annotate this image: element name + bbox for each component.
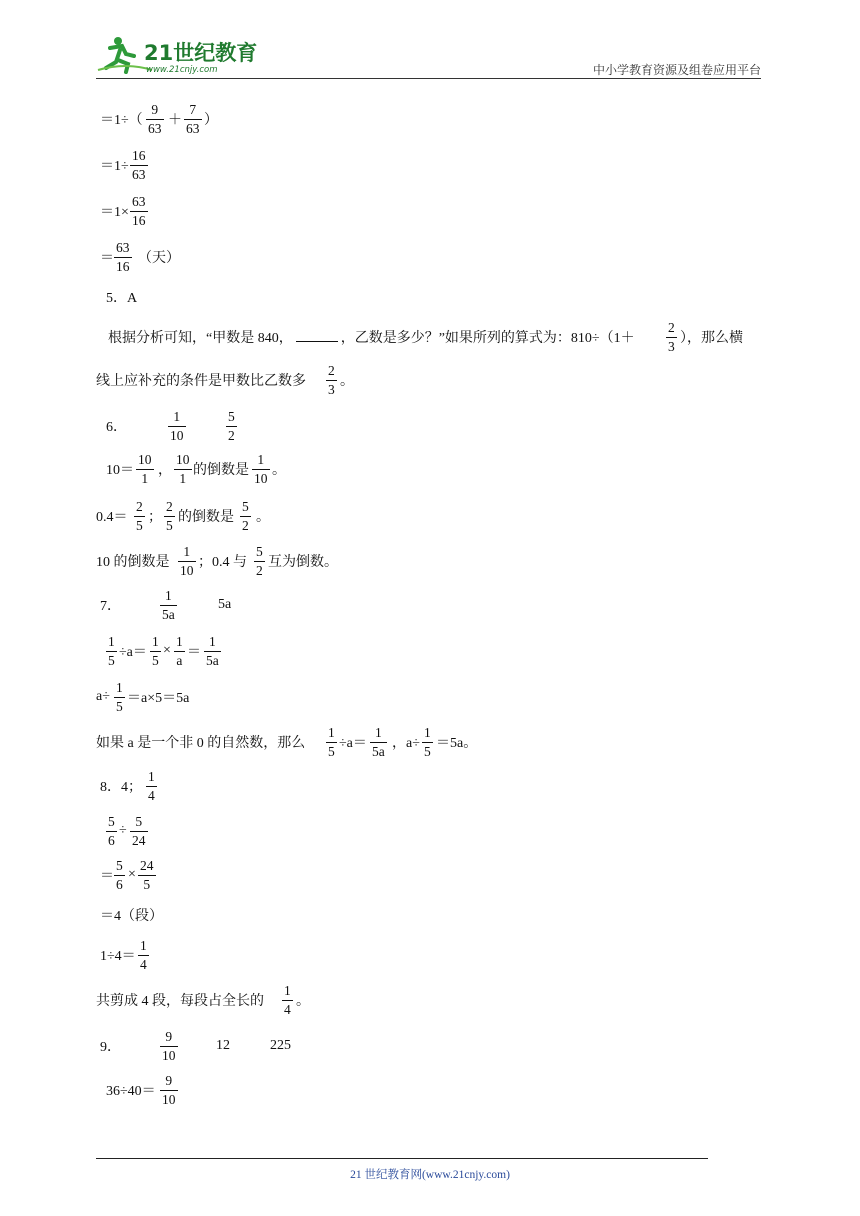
fraction: 10 1 bbox=[176, 452, 190, 486]
fraction: 2 3 bbox=[668, 320, 675, 354]
logo-text: 21世纪教育 bbox=[144, 41, 258, 65]
fraction: 63 16 bbox=[132, 194, 146, 228]
fraction: 10 1 bbox=[138, 452, 152, 486]
fraction: 5 2 bbox=[242, 499, 249, 533]
answer-fraction: 1 4 bbox=[148, 769, 155, 803]
logo-url: www.21cnjy.com bbox=[146, 65, 218, 75]
fraction: 9 63 bbox=[148, 102, 162, 136]
answer-fraction: 9 10 bbox=[162, 1029, 176, 1063]
page-header bbox=[96, 34, 761, 80]
fraction: 1 10 bbox=[180, 544, 194, 578]
fraction: 2 3 bbox=[328, 363, 335, 397]
fraction: 7 63 bbox=[186, 102, 200, 136]
platform-name: 中小学教育资源及组卷应用平台 bbox=[592, 63, 761, 77]
fraction: 1 5 bbox=[116, 680, 123, 714]
footer-divider bbox=[96, 1158, 708, 1159]
logo bbox=[96, 34, 266, 76]
fraction: 16 63 bbox=[132, 148, 146, 182]
fraction: 1 a bbox=[176, 634, 183, 668]
answer-fraction: 5 2 bbox=[228, 409, 235, 443]
fraction: 1 5 bbox=[152, 634, 159, 668]
answer-value: 5a bbox=[218, 597, 232, 612]
fraction: 1 5a bbox=[206, 634, 219, 668]
answer-value: 12 bbox=[216, 1038, 230, 1053]
header-divider bbox=[96, 78, 761, 79]
fraction: 1 5 bbox=[328, 725, 335, 759]
fraction: 63 16 bbox=[116, 240, 130, 274]
answer-fraction: 1 5a bbox=[162, 588, 175, 622]
fraction: 1 4 bbox=[284, 983, 291, 1017]
fraction: 24 5 bbox=[140, 858, 154, 892]
fraction: 1 5 bbox=[424, 725, 431, 759]
fraction: 1 5a bbox=[372, 725, 385, 759]
answer-fraction: 1 10 bbox=[170, 409, 184, 443]
fraction: 5 24 bbox=[132, 814, 146, 848]
fraction: 2 5 bbox=[166, 499, 173, 533]
fraction: 5 6 bbox=[108, 814, 115, 848]
answer-value: 225 bbox=[270, 1038, 291, 1053]
fraction: 1 5 bbox=[108, 634, 115, 668]
fraction: 5 2 bbox=[256, 544, 263, 578]
fraction: 5 6 bbox=[116, 858, 123, 892]
fraction: 1 4 bbox=[140, 938, 147, 972]
fraction: 1 10 bbox=[254, 452, 268, 486]
fraction: 2 5 bbox=[136, 499, 143, 533]
fraction: 9 10 bbox=[162, 1073, 176, 1107]
fill-blank bbox=[296, 329, 338, 342]
footer-text[interactable]: 21 世纪教育网(www.21cnjy.com) bbox=[350, 1169, 510, 1181]
